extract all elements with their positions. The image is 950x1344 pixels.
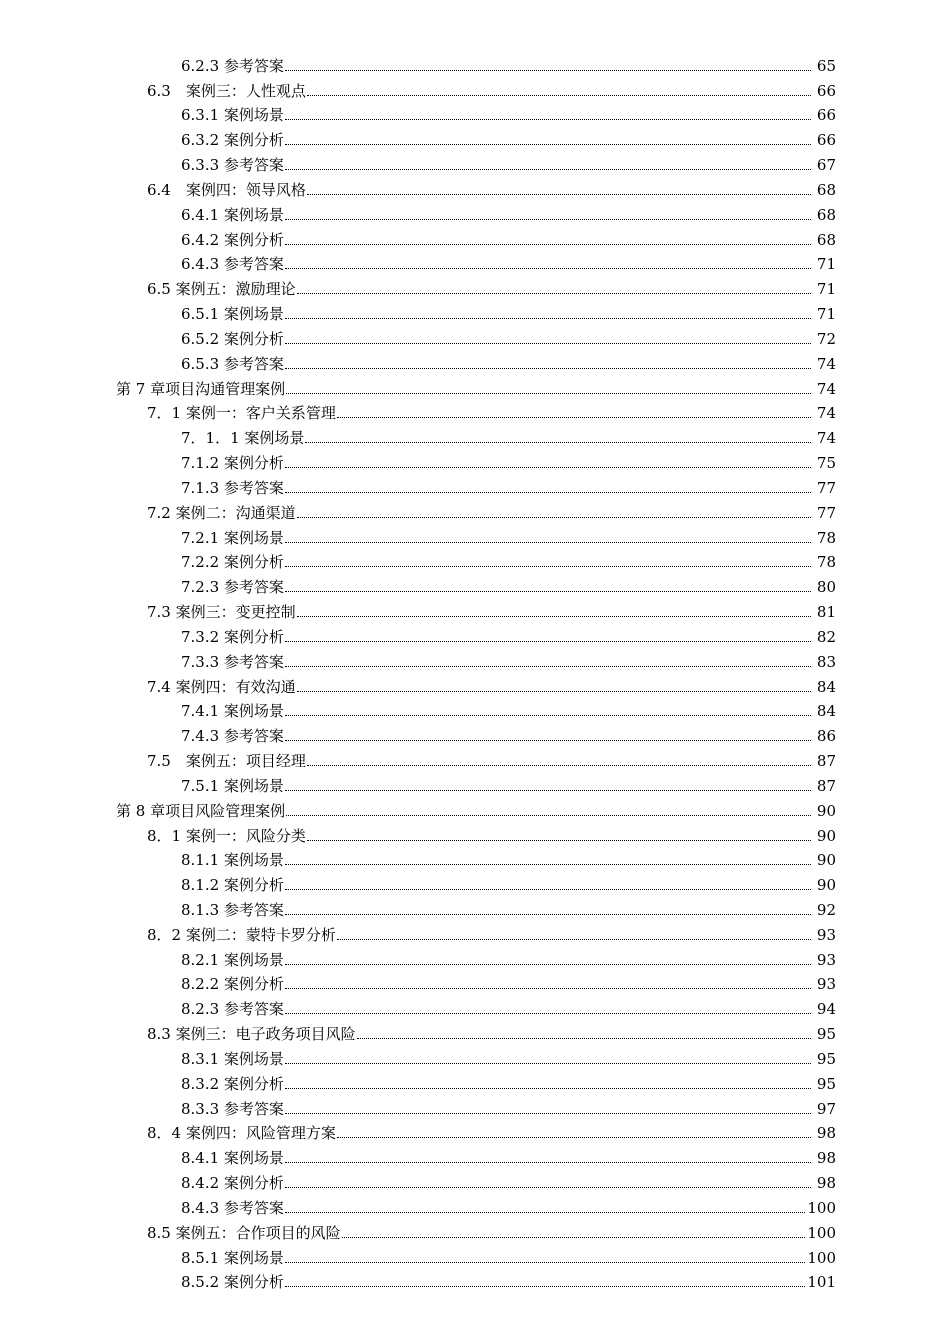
toc-entry-page-number: 68: [816, 230, 836, 249]
toc-entry-page-number: 83: [816, 652, 836, 671]
toc-entry[interactable]: [0, 895, 950, 920]
toc-entry-title: 6.3.3 参考答案: [181, 156, 284, 175]
dot-leader: [285, 219, 811, 220]
dot-leader: [297, 691, 811, 692]
dot-leader: [285, 542, 811, 543]
toc-entry-page-number: 84: [816, 702, 836, 721]
toc-entry-title: 8.3.1 案例场景: [181, 1049, 284, 1068]
toc-entry-page-number: 71: [816, 280, 836, 299]
toc-entry-page-number: 75: [816, 454, 836, 473]
dot-leader: [285, 343, 811, 344]
toc-entry-title: 6.5.2 案例分析: [181, 329, 284, 348]
toc-entry-page-number: 98: [816, 1149, 836, 1168]
toc-entry-title: 8.5.1 案例场景: [181, 1248, 284, 1267]
toc-entry-title: 6.4.1 案例场景: [181, 205, 284, 224]
toc-entry-title: 7.2.3 参考答案: [181, 578, 284, 597]
dot-leader: [285, 790, 811, 791]
toc-entry[interactable]: [0, 746, 950, 771]
toc-entry-title: 7.1.2 案例分析: [181, 454, 284, 473]
toc-entry-title: 6.2.3 参考答案: [181, 56, 284, 75]
toc-entry[interactable]: [0, 76, 950, 101]
dot-leader: [285, 467, 811, 468]
toc-entry-title: 8.1.2 案例分析: [181, 876, 284, 895]
toc-entry-page-number: 98: [816, 1124, 836, 1143]
dot-leader: [285, 988, 811, 989]
toc-entry[interactable]: [0, 150, 950, 175]
toc-entry[interactable]: [0, 870, 950, 895]
toc-entry-title: 8.4.2 案例分析: [181, 1174, 284, 1193]
toc-entry-title: 8.2.3 参考答案: [181, 1000, 284, 1019]
toc-entry-title: 6.4.2 案例分析: [181, 230, 284, 249]
toc-entry-page-number: 78: [816, 528, 836, 547]
toc-entry[interactable]: [0, 498, 950, 523]
dot-leader: [357, 1038, 811, 1039]
toc-entry-page-number: 66: [816, 81, 836, 100]
toc-entry-title: 7.4.1 案例场景: [181, 702, 284, 721]
toc-entry-title: 6.4 案例四：领导风格: [147, 180, 306, 199]
dot-leader: [337, 1137, 811, 1138]
dot-leader: [285, 591, 811, 592]
toc-entry-title: 6.5.3 参考答案: [181, 354, 284, 373]
toc-entry-page-number: 77: [816, 478, 836, 497]
toc-entry-page-number: 77: [816, 503, 836, 522]
toc-entry-page-number: 78: [816, 553, 836, 572]
toc-entry-title: 8.1.3 参考答案: [181, 900, 284, 919]
toc-entry[interactable]: [0, 374, 950, 399]
toc-entry[interactable]: [0, 399, 950, 424]
toc-entry-page-number: 65: [816, 56, 836, 75]
dot-leader: [285, 641, 811, 642]
toc-entry-title: 7.3.2 案例分析: [181, 627, 284, 646]
toc-entry-title: 7.3.3 参考答案: [181, 652, 284, 671]
dot-leader: [285, 914, 811, 915]
toc-entry-title: 6.4.3 参考答案: [181, 255, 284, 274]
dot-leader: [285, 1212, 805, 1213]
dot-leader: [342, 1237, 805, 1238]
toc-entry-page-number: 87: [816, 752, 836, 771]
toc-entry[interactable]: [0, 1268, 950, 1293]
toc-entry-page-number: 72: [816, 329, 836, 348]
toc-entry-page-number: 81: [816, 603, 836, 622]
dot-leader: [285, 566, 811, 567]
toc-entry-page-number: 66: [816, 131, 836, 150]
toc-entry-page-number: 93: [816, 925, 836, 944]
dot-leader: [285, 244, 811, 245]
toc-entry[interactable]: [0, 175, 950, 200]
toc-entry[interactable]: [0, 1193, 950, 1218]
toc-entry[interactable]: [0, 771, 950, 796]
dot-leader: [285, 1162, 811, 1163]
toc-entry-page-number: 84: [816, 677, 836, 696]
toc-entry-page-number: 68: [816, 205, 836, 224]
toc-entry-page-number: 93: [816, 975, 836, 994]
toc-entry[interactable]: [0, 1143, 950, 1168]
toc-entry-page-number: 90: [816, 826, 836, 845]
toc-entry-page-number: 92: [816, 900, 836, 919]
toc-entry-page-number: 82: [816, 627, 836, 646]
toc-entry[interactable]: [0, 473, 950, 498]
toc-entry-title: 8.3.3 参考答案: [181, 1099, 284, 1118]
toc-entry[interactable]: [0, 101, 950, 126]
toc-entry[interactable]: [0, 523, 950, 548]
toc-entry[interactable]: [0, 324, 950, 349]
toc-entry-page-number: 95: [816, 1025, 836, 1044]
toc-entry[interactable]: [0, 572, 950, 597]
toc-entry[interactable]: [0, 1168, 950, 1193]
dot-leader: [285, 715, 811, 716]
toc-entry-page-number: 68: [816, 180, 836, 199]
toc-entry[interactable]: [0, 349, 950, 374]
dot-leader: [285, 119, 811, 120]
dot-leader: [285, 368, 811, 369]
toc-entry-title: 6.3.1 案例场景: [181, 106, 284, 125]
dot-leader: [305, 442, 811, 443]
toc-entry-title: 8.2.1 案例场景: [181, 950, 284, 969]
toc-entry-title: 7.2.1 案例场景: [181, 528, 284, 547]
toc-entry-page-number: 100: [807, 1223, 836, 1242]
dot-leader: [285, 889, 811, 890]
toc-entry[interactable]: [0, 200, 950, 225]
toc-entry-title: 6.5.1 案例场景: [181, 305, 284, 324]
toc-entry-page-number: 74: [816, 429, 836, 448]
toc-entry-page-number: 90: [816, 876, 836, 895]
toc-entry-page-number: 95: [816, 1074, 836, 1093]
toc-entry-title: 7.4 案例四：有效沟通: [147, 677, 296, 696]
toc-entry[interactable]: [0, 672, 950, 697]
toc-entry-title: 8．4 案例四：风险管理方案: [147, 1124, 336, 1143]
dot-leader: [297, 293, 811, 294]
dot-leader: [285, 70, 811, 71]
toc-entry[interactable]: [0, 1044, 950, 1069]
toc-entry-title: 8.2.2 案例分析: [181, 975, 284, 994]
dot-leader: [285, 864, 811, 865]
toc-entry-title: 8.5 案例五：合作项目的风险: [147, 1223, 341, 1242]
toc-entry-title: 7.5.1 案例场景: [181, 776, 284, 795]
dot-leader: [286, 815, 811, 816]
toc-entry-page-number: 86: [816, 727, 836, 746]
toc-entry[interactable]: [0, 1243, 950, 1268]
toc-entry[interactable]: [0, 622, 950, 647]
dot-leader: [285, 169, 811, 170]
toc-entry[interactable]: [0, 448, 950, 473]
dot-leader: [285, 666, 811, 667]
toc-entry[interactable]: [0, 970, 950, 995]
toc-entry[interactable]: [0, 1019, 950, 1044]
toc-entry[interactable]: [0, 274, 950, 299]
dot-leader: [307, 765, 811, 766]
toc-entry[interactable]: [0, 597, 950, 622]
dot-leader: [286, 393, 811, 394]
toc-entry[interactable]: [0, 821, 950, 846]
toc-entry-page-number: 87: [816, 776, 836, 795]
toc-entry-page-number: 95: [816, 1049, 836, 1068]
toc-entry-title: 6.5 案例五：激励理论: [147, 280, 296, 299]
table-of-contents: [0, 51, 950, 1292]
toc-entry-page-number: 101: [807, 1273, 836, 1292]
toc-entry-page-number: 90: [816, 801, 836, 820]
toc-entry-page-number: 74: [816, 404, 836, 423]
toc-entry[interactable]: [0, 846, 950, 871]
toc-entry-title: 8.5.2 案例分析: [181, 1273, 284, 1292]
toc-entry[interactable]: [0, 299, 950, 324]
toc-entry-page-number: 71: [816, 305, 836, 324]
toc-entry[interactable]: [0, 697, 950, 722]
dot-leader: [285, 964, 811, 965]
toc-entry-page-number: 100: [807, 1198, 836, 1217]
toc-entry-title: 7.2 案例二：沟通渠道: [147, 503, 296, 522]
toc-entry-title: 第 8 章项目风险管理案例: [116, 801, 286, 820]
toc-entry[interactable]: [0, 1218, 950, 1243]
toc-entry-title: 第 7 章项目沟通管理案例: [116, 379, 286, 398]
dot-leader: [285, 1013, 811, 1014]
dot-leader: [285, 1286, 805, 1287]
toc-entry-page-number: 90: [816, 851, 836, 870]
toc-entry-page-number: 74: [816, 379, 836, 398]
toc-entry[interactable]: [0, 548, 950, 573]
toc-entry[interactable]: [0, 125, 950, 150]
toc-entry[interactable]: [0, 250, 950, 275]
dot-leader: [285, 1262, 805, 1263]
toc-entry-page-number: 67: [816, 156, 836, 175]
dot-leader: [307, 194, 811, 195]
dot-leader: [285, 1063, 811, 1064]
toc-entry-title: 7.4.3 参考答案: [181, 727, 284, 746]
toc-entry[interactable]: [0, 796, 950, 821]
toc-entry-page-number: 71: [816, 255, 836, 274]
toc-entry-page-number: 98: [816, 1174, 836, 1193]
toc-entry-title: 6.3 案例三：人性观点: [147, 81, 306, 100]
dot-leader: [285, 318, 811, 319]
dot-leader: [307, 840, 811, 841]
dot-leader: [285, 144, 811, 145]
toc-entry-page-number: 93: [816, 950, 836, 969]
toc-entry-title: 6.3.2 案例分析: [181, 131, 284, 150]
toc-entry[interactable]: [0, 1069, 950, 1094]
toc-entry-page-number: 74: [816, 354, 836, 373]
dot-leader: [285, 492, 811, 493]
toc-entry-title: 7.2.2 案例分析: [181, 553, 284, 572]
dot-leader: [285, 268, 811, 269]
toc-entry[interactable]: [0, 920, 950, 945]
toc-entry[interactable]: [0, 1094, 950, 1119]
toc-entry-page-number: 97: [816, 1099, 836, 1118]
toc-entry-title: 7.3 案例三：变更控制: [147, 603, 296, 622]
toc-entry[interactable]: [0, 994, 950, 1019]
toc-entry[interactable]: [0, 647, 950, 672]
dot-leader: [285, 740, 811, 741]
toc-entry-title: 8.1.1 案例场景: [181, 851, 284, 870]
toc-entry-page-number: 94: [816, 1000, 836, 1019]
dot-leader: [285, 1187, 811, 1188]
toc-entry-title: 7.1.3 参考答案: [181, 478, 284, 497]
toc-entry-title: 7．1．1 案例场景: [181, 429, 305, 448]
toc-entry[interactable]: [0, 225, 950, 250]
toc-entry-title: 8．1 案例一：风险分类: [147, 826, 306, 845]
dot-leader: [337, 417, 811, 418]
toc-entry[interactable]: [0, 1119, 950, 1144]
dot-leader: [337, 939, 811, 940]
toc-entry-title: 7.5 案例五：项目经理: [147, 752, 306, 771]
dot-leader: [297, 517, 811, 518]
toc-entry-page-number: 66: [816, 106, 836, 125]
toc-entry-title: 7．1 案例一：客户关系管理: [147, 404, 336, 423]
toc-entry-title: 8.4.3 参考答案: [181, 1198, 284, 1217]
toc-entry-title: 8.4.1 案例场景: [181, 1149, 284, 1168]
dot-leader: [285, 1088, 811, 1089]
toc-entry-title: 8．2 案例二：蒙特卡罗分析: [147, 925, 336, 944]
toc-entry-title: 8.3.2 案例分析: [181, 1074, 284, 1093]
toc-entry[interactable]: [0, 423, 950, 448]
toc-entry-page-number: 100: [807, 1248, 836, 1267]
toc-entry[interactable]: [0, 51, 950, 76]
dot-leader: [285, 1113, 811, 1114]
toc-entry[interactable]: [0, 945, 950, 970]
dot-leader: [297, 616, 811, 617]
toc-entry[interactable]: [0, 721, 950, 746]
dot-leader: [307, 95, 811, 96]
toc-entry-title: 8.3 案例三：电子政务项目风险: [147, 1025, 356, 1044]
toc-entry-page-number: 80: [816, 578, 836, 597]
